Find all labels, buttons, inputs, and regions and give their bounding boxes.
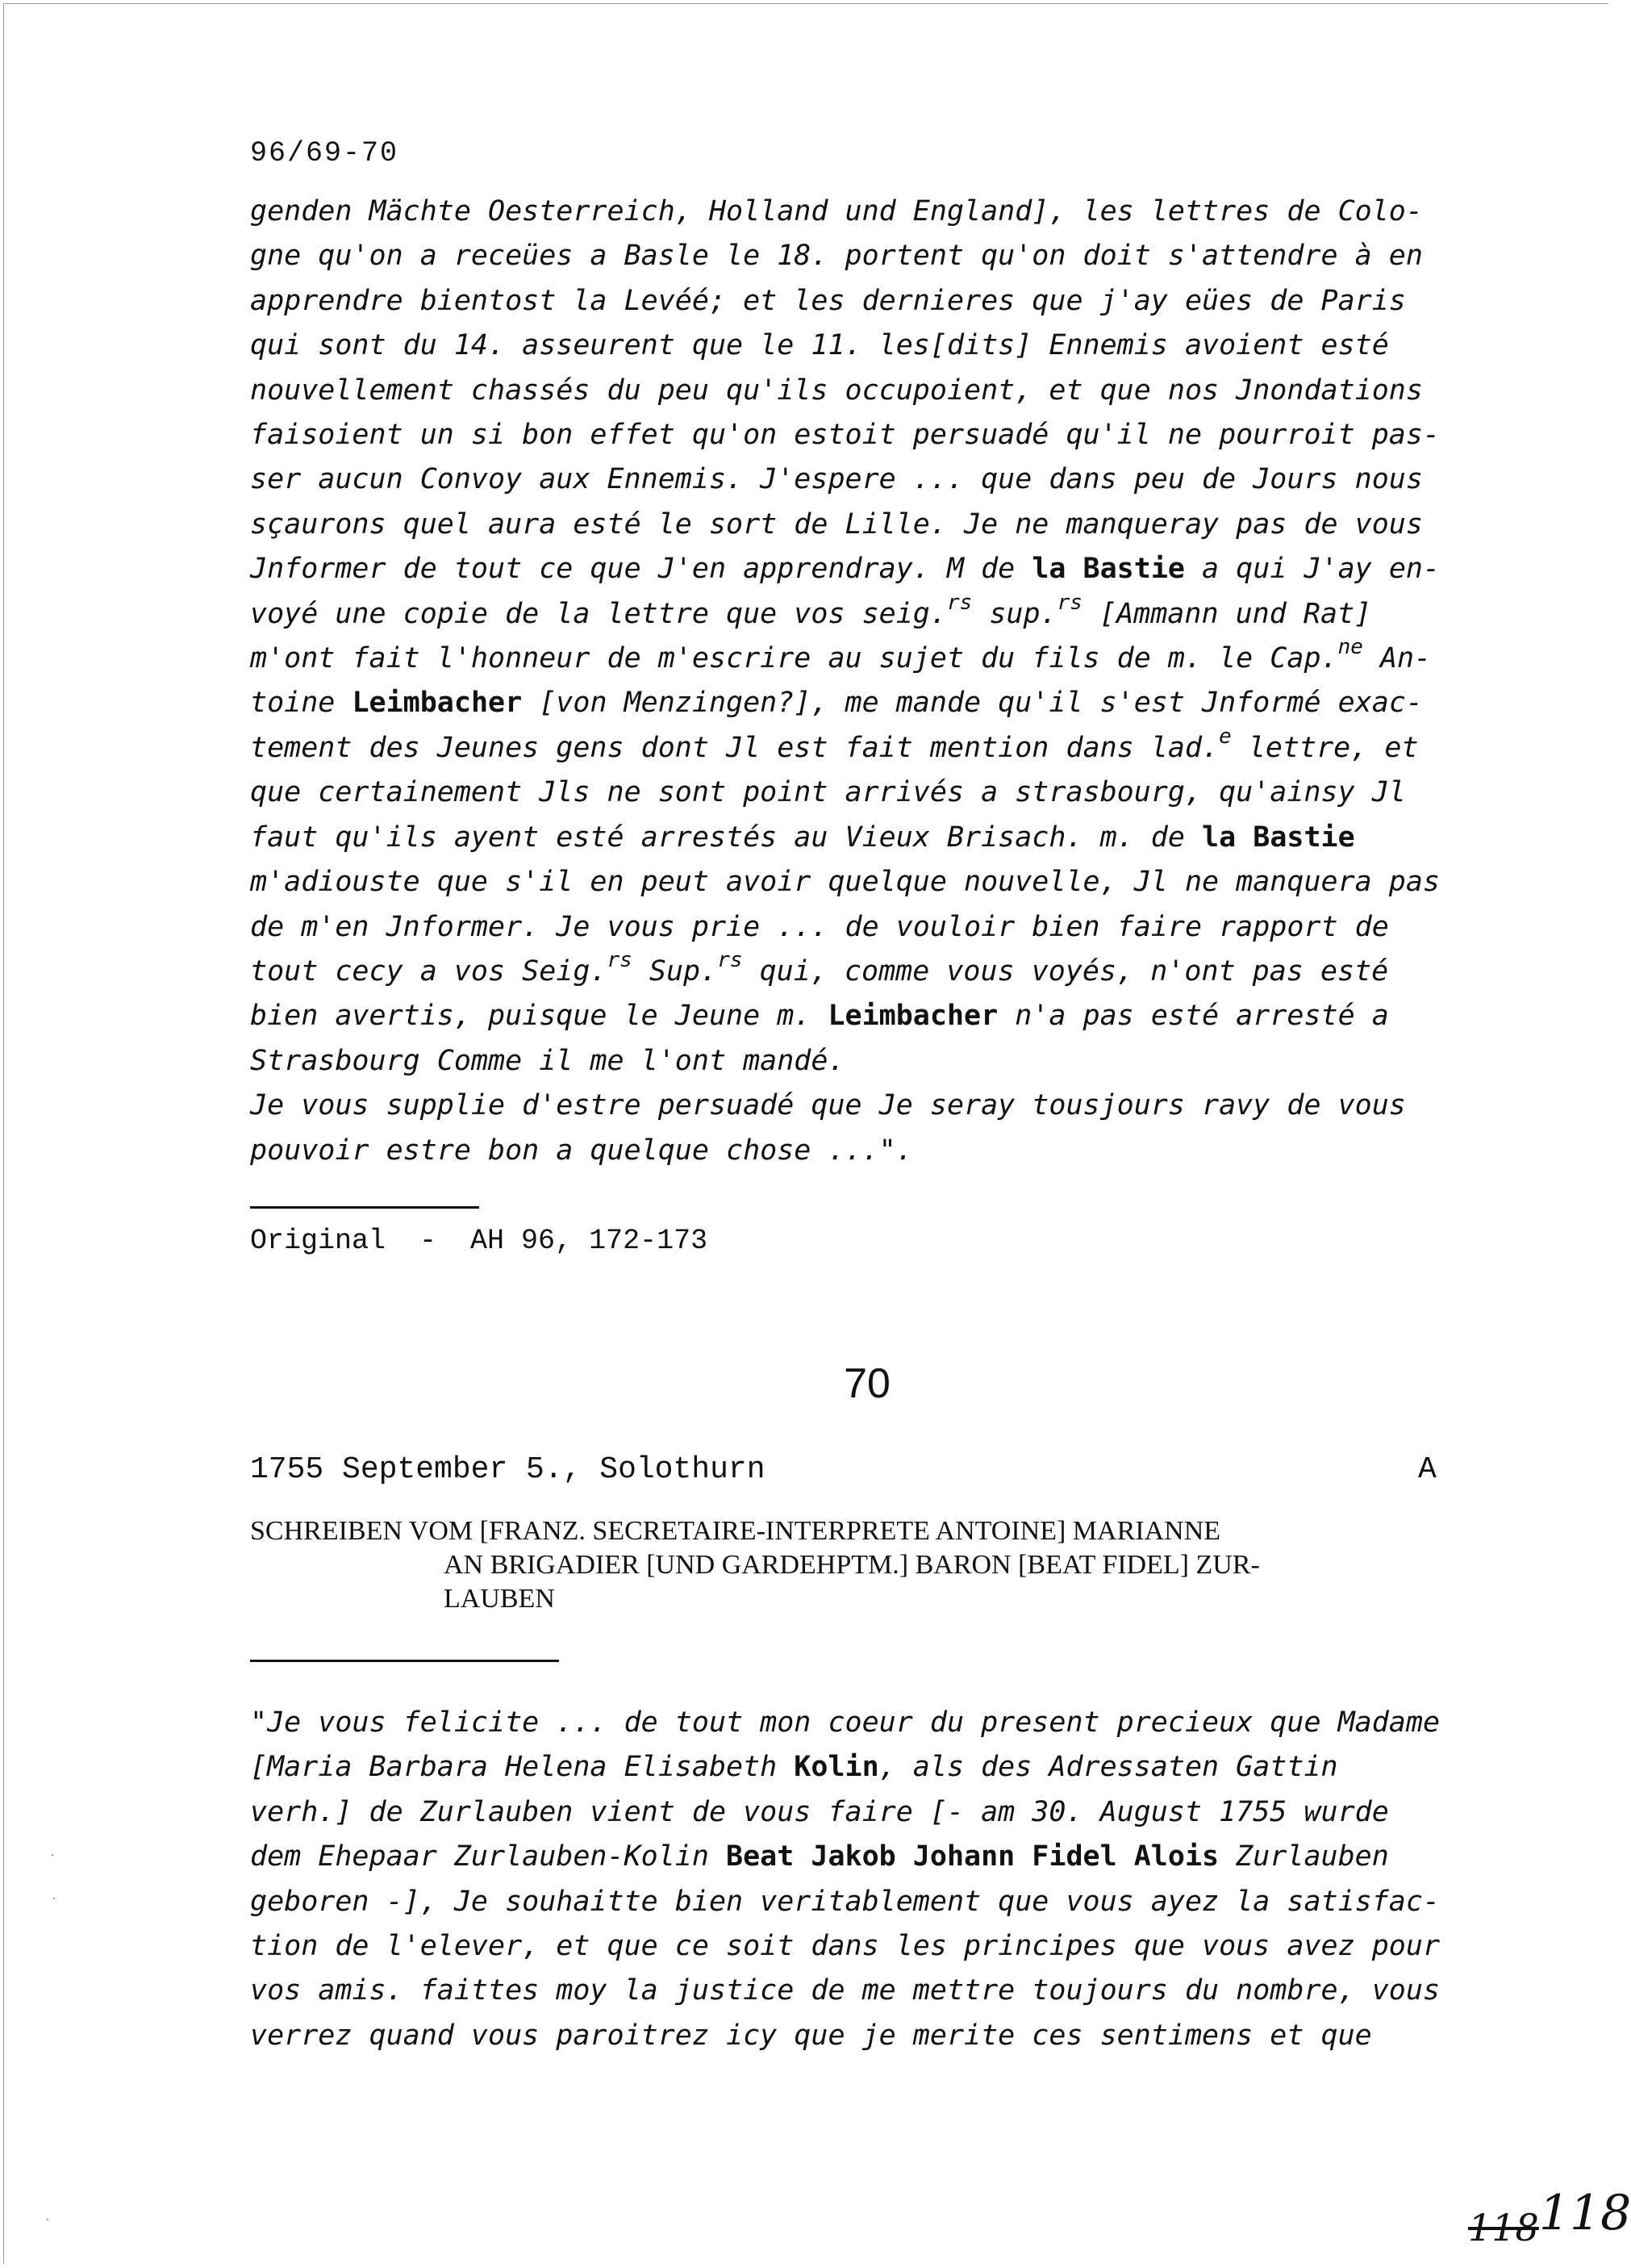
section-rule bbox=[250, 1660, 559, 1662]
text-line: "Je vous felicite ... de tout mon coeur du present precieux que Madame bbox=[250, 1706, 1441, 1739]
superscript: rs bbox=[1057, 591, 1082, 615]
text-line: Jnformer de tout ce que J'en apprendray. M de la Bastie a qui J'ay en- bbox=[250, 553, 1441, 586]
superscript: rs bbox=[607, 948, 632, 973]
letter-excerpt-text bbox=[250, 190, 1492, 1173]
text-line: ser aucun Convoy aux Ennemis. J'espere ... que dans peu de Jours nous bbox=[250, 463, 1423, 496]
document-type-letter: A bbox=[1418, 1452, 1437, 1487]
text-line: apprendre bientost la Levéé; et les dernieres que j'ay eües de Paris bbox=[250, 284, 1406, 317]
name-emphasis: la Bastie bbox=[1202, 821, 1355, 854]
text-line: [Maria Barbara Helena Elisabeth Kolin, als des Adressaten Gattin bbox=[250, 1751, 1338, 1784]
handwritten-page-mark bbox=[1468, 2185, 1631, 2249]
heading-line: AN BRIGADIER [UND GARDEHPTM.] BARON [BEAT FIDEL] ZUR- bbox=[444, 1550, 1260, 1580]
page-reference: 96/69-70 bbox=[250, 137, 399, 169]
superscript: rs bbox=[717, 948, 743, 973]
text-line: qui sont du 14. asseurent que le 11. les[dits] Ennemis avoient esté bbox=[250, 329, 1389, 362]
name-emphasis: Leimbacher bbox=[352, 687, 523, 720]
text-line: m'adiouste que s'il en peut avoir quelque nouvelle, Jl ne manquera pas bbox=[250, 866, 1441, 899]
source-citation: Original - AH 96, 172-173 bbox=[250, 1225, 708, 1257]
superscript: ne bbox=[1337, 635, 1363, 660]
text-line: sçaurons quel aura esté le sort de Lille. Je ne manqueray pas de vous bbox=[250, 507, 1423, 541]
text-line: que certainement Jls ne sont point arrivés a strasbourg, qu'ainsy Jl bbox=[250, 776, 1406, 809]
text-line: Je vous supplie d'estre persuadé que Je seray tousjours ravy de vous bbox=[250, 1089, 1406, 1122]
document-dateline: 1755 September 5., Solothurn bbox=[250, 1452, 765, 1487]
text-line: genden Mächte Oesterreich, Holland und England], les lettres de Colo- bbox=[250, 195, 1423, 228]
text-line: tout cecy a vos Seig.$^{rs}$ Sup.$^{rs}$ qui, comme vous voyés, n'ont pas esté bbox=[250, 948, 1389, 988]
superscript: e bbox=[1219, 725, 1232, 750]
letter-text bbox=[250, 1701, 1492, 2058]
heading-line: LAUBEN bbox=[444, 1584, 555, 1614]
text-line: faut qu'ils ayent esté arrestés au Vieux Brisach. m. de la Bastie bbox=[250, 821, 1355, 854]
footnote-rule bbox=[250, 1206, 479, 1209]
text-line: dem Ehepaar Zurlauben-Kolin Beat Jakob Johann Fidel Alois Zurlauben bbox=[250, 1840, 1389, 1873]
name-emphasis: Beat Jakob Johann Fidel Alois bbox=[726, 1840, 1220, 1873]
scan-speck bbox=[52, 1854, 53, 1856]
text-line: nouvellement chassés du peu qu'ils occupoient, et que nos Jnondations bbox=[250, 374, 1423, 407]
name-emphasis: Kolin bbox=[794, 1751, 879, 1784]
text-line: geboren -], Je souhaitte bien veritablement que vous ayez la satisfac- bbox=[250, 1885, 1441, 1918]
scan-speck bbox=[53, 1898, 55, 1899]
superscript: rs bbox=[946, 591, 973, 615]
struck-page-number: 118 bbox=[1468, 2206, 1539, 2249]
text-line: voyé une copie de la lettre que vos seig.$^{rs}$ sup.$^{rs}$ [Ammann und Rat] bbox=[250, 591, 1372, 630]
heading-line: SCHREIBEN VOM [FRANZ. SECRETAIRE-INTERPRETE ANTOINE] MARIANNE bbox=[250, 1516, 1221, 1546]
text-line: de m'en Jnformer. Je vous prie ... de vouloir bien faire rapport de bbox=[250, 910, 1389, 943]
text-line: toine Leimbacher [von Menzingen?], me mande qu'il s'est Jnformé exac- bbox=[250, 687, 1423, 720]
text-line: bien avertis, puisque le Jeune m. Leimbacher n'a pas esté arresté a bbox=[250, 1000, 1389, 1033]
page-mark: 118 bbox=[1538, 2185, 1631, 2241]
text-line: pouvoir estre bon a quelque chose ...". bbox=[250, 1134, 913, 1167]
text-line: m'ont fait l'honneur de m'escrire au sujet du fils de m. le Cap.$^{ne}$ An- bbox=[250, 635, 1432, 675]
text-line: verh.] de Zurlauben vient de vous faire [- am 30. August 1755 wurde bbox=[250, 1795, 1389, 1828]
document-number: 70 bbox=[844, 1360, 891, 1407]
text-line: vos amis. faittes moy la justice de me mettre toujours du nombre, vous bbox=[250, 1974, 1441, 2007]
scan-speck bbox=[47, 2219, 48, 2220]
text-line: gne qu'on a receües a Basle le 18. portent qu'on doit s'attendre à en bbox=[250, 240, 1423, 273]
name-emphasis: la Bastie bbox=[1032, 553, 1185, 586]
document-heading bbox=[250, 1514, 1508, 1616]
text-line: tement des Jeunes gens dont Jl est fait mention dans lad.$^e$ lettre, et bbox=[250, 725, 1419, 764]
text-line: verrez quand vous paroitrez icy que je merite ces sentimens et que bbox=[250, 2019, 1372, 2052]
text-line: tion de l'elever, et que ce soit dans les principes que vous avez pour bbox=[250, 1930, 1441, 1963]
name-emphasis: Leimbacher bbox=[828, 1000, 999, 1033]
text-line: faisoient un si bon effet qu'on estoit persuadé qu'il ne pourroit pas- bbox=[250, 419, 1441, 452]
text-line: Strasbourg Comme il me l'ont mandé. bbox=[250, 1044, 845, 1077]
